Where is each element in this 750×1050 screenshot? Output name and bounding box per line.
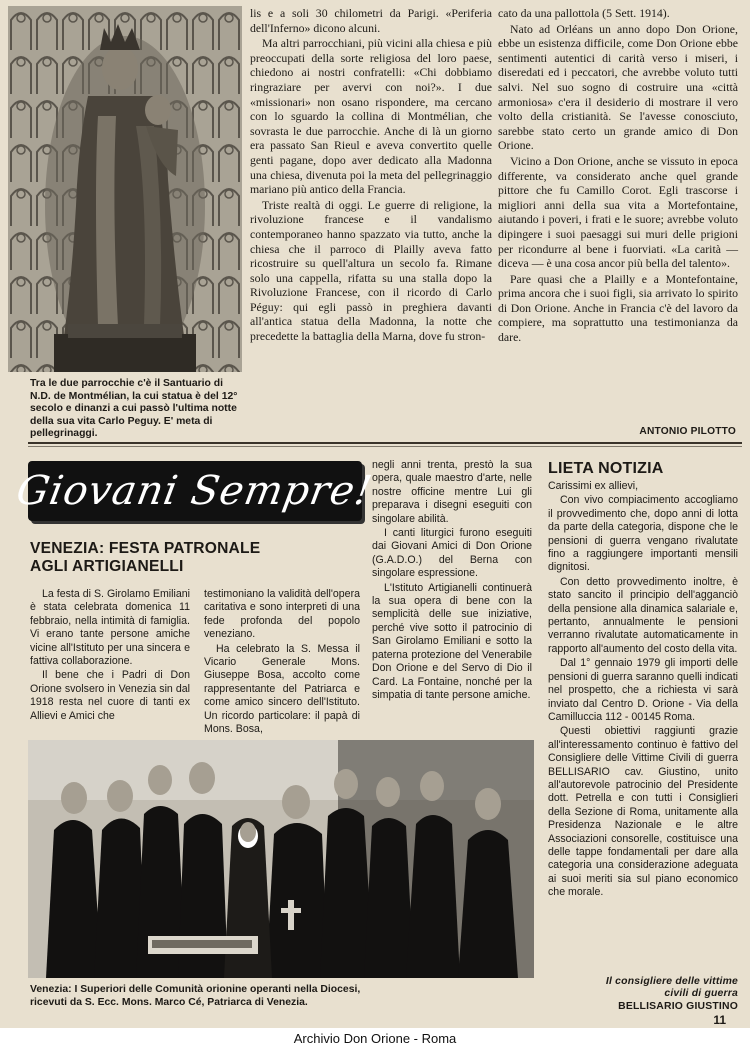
article3-signature [548, 976, 738, 1013]
article1-column-1 [250, 6, 492, 345]
statue-photo-caption: Tra le due parrocchie c'è il Santuario di N.D. de Montmélian, la cui statua è del 12° secolo e dinanzi a cui passò l'ultima notte della sua vita Carlo Peguy. E' meta di pellegrinaggi. [30, 378, 238, 440]
article1-column-2 [498, 6, 738, 346]
article3-paragraph: Con detto provvedimento inoltre, è stato sancito il principio dell'agganciò della pensione alla dinamica salariale e, pertanto, annualmente le pensioni verranno rivalutate automaticamente in rapporto all'aumento del costo della vita. [548, 575, 738, 655]
article2-paragraph: L'Istituto Artigianelli continuerà la sua opera di bene con la semplicità delle sue iniziative, perché vive sotto il patrocinio di San Girolamo Emiliani e sotto la paterna protezione del Venerabile Don Orione e del Servo di Dio il Card. La Fontaine, nonché per la simpatia di tante persone amiche. [372, 581, 532, 701]
article2-paragraph: I canti liturgici furono eseguiti dai Giovani Amici di Don Orione (G.A.D.O.) del Berna con singolare espressione. [372, 527, 532, 580]
signature-line-1: Il consigliere delle vittime [605, 976, 738, 987]
article2-paragraph: negli anni trenta, prestò la sua opera, quale maestro d'arte, nelle nostre officine mentre Lui gli preparava i disegni eseguiti con singolare abilità. [372, 459, 532, 525]
article1-paragraph: Vicino a Don Orione, anche se vissuto in epoca differente, va considerato anche quel grande pittore che fu Camillo Corot. Egli trascorse i migliori anni della sua vita a Mortefontaine, aiutando i poveri, i frati e le suore; avrebbe voluto dipingere i suoi paesaggi sui muri delle prigioni per ricondurre al bene i fuorviati. «La carità — diceva — è una cosa ancor più bella del talento». [498, 153, 738, 271]
article1-paragraph: Nato ad Orléans un anno dopo Don Orione, ebbe un esistenza difficile, come Don Orione ebbe sentimenti autentici di carità verso i miseri, i diseredati ed i peccatori, che avrebbe voluto tutti salvi. Nel suo sogno di costruire una «città armoniosa» c'era il desiderio di mostrare il vero volto della cristianità. Se l'avesse conosciuto, sarebbe stato certo un grande amico di Don Orione. [498, 21, 738, 153]
article3-paragraph: Con vivo compiacimento accogliamo il provvedimento che, dopo anni di lotta da parte della categoria, dispone che le pensioni di guerra vengano rivalutate fino a raggiungere importanti mensili dignitosi. [548, 494, 738, 574]
banner-title: Giovani Sempre! [13, 468, 377, 514]
article1-paragraph: Pare quasi che a Plailly e a Montefontaine, prima ancora che i suoi figli, sia arrivato lo spirito di Don Orione. Anche in Francia c'è del lavoro da compiere, ma soprattutto una testimonianza da dare. [498, 271, 738, 345]
article2-paragraph: Il bene che i Padri di Don Orione svolsero in Venezia sin dal 1918 resta nel cuore di tanti ex Allievi e Amici che [30, 669, 190, 722]
article3-headline: LIETA NOTIZIA [548, 460, 664, 477]
article3-paragraph: Questi obiettivi raggiunti grazie all'interessamento continuo è fattivo del Consigliere delle Vittime Civili di guerra BELLISARIO cav. Giustino, unito all'autorevole patrocinio del Presidente dott. Petrella e con tutti i Consiglieri della Sezione di Roma, unitamente alla Presidenza Nazionale e le altre Associazioni consorelle, costituisce una delle tappe fondamentali per dare alla categoria una considerazione adeguata ai suoi meriti sia sul piano economico che morale. [548, 725, 738, 899]
article3-paragraph: Dal 1° gennaio 1979 gli importi delle pensioni di guerra saranno quelli indicati nel prospetto, che a richiesta vi sarà inviato dal Centro D. Orione - Via della Camilluccia 112 - 00145 Roma. [548, 657, 738, 723]
section-divider-thin [28, 446, 742, 447]
article2-column-1 [30, 588, 190, 724]
headline-line-2: AGLI ARTIGIANELLI [30, 558, 184, 575]
signature-line-3: BELLISARIO GIUSTINO [618, 1000, 738, 1012]
article2-column-3 [372, 459, 532, 703]
article2-column-2 [204, 588, 360, 737]
article1-paragraph: Ma altri parrocchiani, più vicini alla chiesa e più preoccupati della sorte religiosa del loro paese, chiedono ai nostri confratelli: «Chi dobbiamo ringraziare per avervi con noi?». I due «missionari» non osano rispondere, ma cercano con lo sguardo la collina di Montmélian, che sovrasta le due parrocchie. Anche di là un giorno era passato San Rieul e aveva convertito quelle genti pagane, dopo aver dedicato alla Madonna una chiesa, divenuta poi la meta del pellegrinaggio mariano più antico della Francia. [250, 36, 492, 197]
group-photo-venezia [28, 740, 534, 978]
headline-line-1: VENEZIA: FESTA PATRONALE [30, 540, 261, 557]
giovani-sempre-banner [13, 461, 377, 521]
article2-paragraph: testimoniano la validità dell'opera caritativa e sono interpreti di una fede profonda del popolo veneziano. [204, 588, 360, 641]
article3-greeting: Carissimi ex allievi, [548, 480, 639, 492]
article1-paragraph: Triste realtà di oggi. Le guerre di religione, la rivoluzione francese e il vandalismo contemporaneo hanno spazzato via tutto, anche la chiesa che il parroco di Plailly aveva fatto ricostruire su quell'altura un secolo fa. Rimane solo una cappella, rifatta su una stalla dopo la Rivoluzione Francese, con il ricordo di Carlo Péguy: qui egli passò in preghiera davanti all'antica statua della Madonna, la notte che precedette la battaglia della Marna, dove fu stron- [250, 197, 492, 344]
page-number: 11 [713, 1013, 726, 1027]
archive-footer: Archivio Don Orione - Roma [0, 1028, 750, 1050]
article1-paragraph: lis e a soli 30 chilometri da Parigi. «Periferia dell'Inferno» dicono alcuni. [250, 6, 492, 35]
article3-column [548, 480, 738, 901]
madonna-statue-photo [8, 6, 242, 372]
article2-paragraph: Ha celebrato la S. Messa il Vicario Generale Mons. Giuseppe Bosa, accolto come rappresentante del Patriarca e come amico sincero dell'Istituto. Un ricordo particolare: il papà di Mons. Bosa, [204, 642, 360, 736]
article2-paragraph: La festa di S. Girolamo Emiliani è stata celebrata domenica 11 febbraio, nella intimità di famiglia. Vi erano tante persone amiche vicine all'Istituto per una sincera e fattiva collaborazione. [30, 588, 190, 668]
article2-headline [30, 540, 370, 576]
signature-line-2: civili di guerra [664, 988, 738, 1000]
article1-author: ANTONIO PILOTTO [639, 426, 736, 437]
article1-paragraph: cato da una pallottola (5 Sett. 1914). [498, 6, 670, 20]
group-photo-caption: Venezia: I Superiori delle Comunità orionine operanti nella Diocesi, ricevuti da S. Ecc. Mons. Marco Cé, Patriarca di Venezia. [30, 984, 361, 1008]
section-divider [28, 442, 742, 444]
